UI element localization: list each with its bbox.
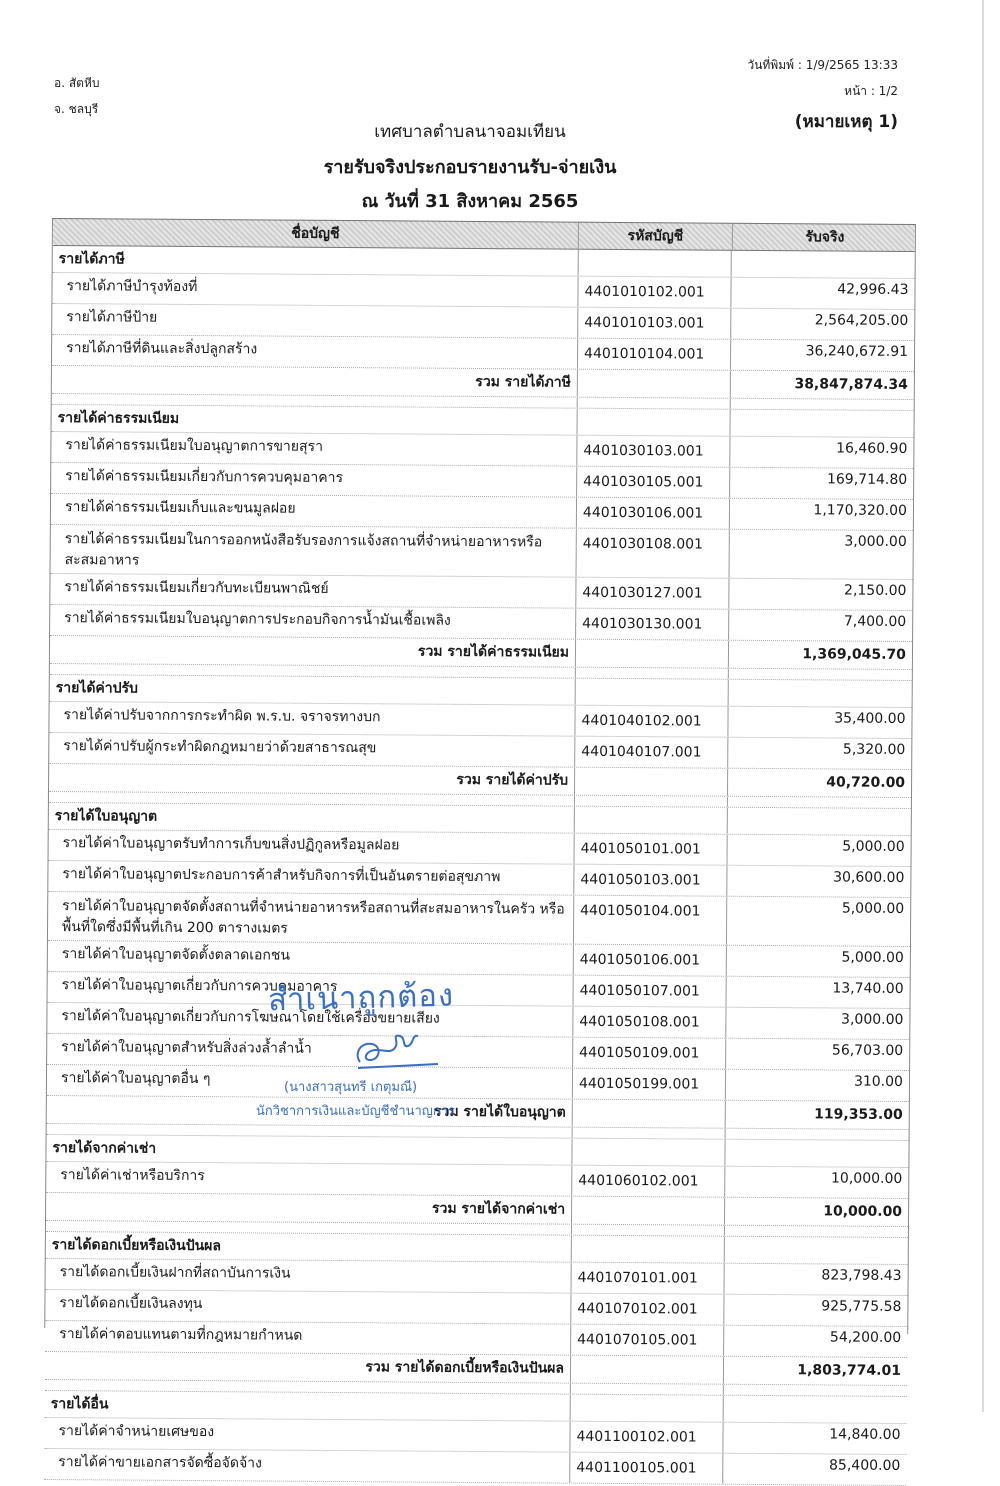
account-name-cell: รวม รายได้ค่าธรรมเนียม: [417, 643, 570, 661]
table-row: [51, 525, 913, 580]
account-name-cell: รายได้ค่าใบอนุญาตเกี่ยวกับการโฆษณาโดยใช้เครื่องขยายเสียง: [61, 1008, 440, 1027]
report-date: ณ วันที่ 31 สิงหาคม 2565: [361, 191, 579, 212]
revenue-table: [44, 218, 916, 1477]
account-name-cell: รวม รายได้ภาษี: [475, 373, 571, 391]
signatory-position: นักวิชาการเงินและบัญชีชำนาญการ: [256, 1104, 456, 1119]
amount-cell: 10,000.00: [724, 1167, 908, 1198]
account-code-cell: 4401030103.001: [576, 436, 729, 467]
account-code-cell: 4401070101.001: [571, 1263, 724, 1294]
certified-copy-stamp: สำเนาถูกต้อง: [267, 977, 455, 1019]
account-name-cell: รายได้ค่าใบอนุญาตจัดตั้งสถานที่จำหน่ายอาหารหรือสถานที่สะสมอาหารในครัว หรือพื้นที่ใดซึ่งมีพื้นที่เกิน 200 ตารางเมตร: [61, 898, 565, 937]
amount-cell: [728, 680, 912, 707]
amount-cell: 10,000.00: [724, 1198, 908, 1226]
amount-cell: 5,000.00: [726, 946, 910, 977]
account-code-cell: 4401050104.001: [573, 896, 726, 945]
amount-cell: 1,170,320.00: [729, 499, 913, 530]
amount-cell: 13,740.00: [726, 977, 910, 1008]
account-code-cell: 4401040102.001: [574, 706, 727, 737]
account-name-cell: รายได้ค่าเช่าหรือบริการ: [60, 1167, 205, 1185]
amount-cell: [731, 251, 915, 278]
amount-cell: 3,000.00: [729, 530, 913, 579]
account-code-cell: [574, 807, 727, 834]
amount-cell: 85,400.00: [722, 1454, 906, 1485]
amount-cell: 5,320.00: [727, 738, 911, 769]
amount-cell: 36,240,672.91: [730, 340, 914, 371]
empty-cell: [724, 1226, 908, 1237]
amount-cell: [727, 808, 911, 835]
amount-cell: 310.00: [725, 1070, 909, 1101]
account-code-cell: 4401030106.001: [576, 498, 729, 529]
amount-cell: 35,400.00: [727, 707, 911, 738]
account-code-cell: [571, 1139, 724, 1166]
report-title: รายรับจริงประกอบรายงานรับ-จ่ายเงิน: [323, 157, 617, 178]
account-name-cell: รายได้ค่าใบอนุญาตประกอบการค้าสำหรับกิจการที่เป็นอันตรายต่อสุขภาพ: [62, 866, 501, 886]
column-header-code: รหัสบัญชี: [578, 223, 732, 250]
account-name-cell: รายได้ค่าปรับจากการกระทำผิด พ.ร.บ. จราจรทางบก: [63, 707, 381, 726]
account-code-cell: 4401050106.001: [573, 945, 726, 976]
empty-cell: [577, 398, 730, 409]
empty-cell: [725, 1129, 909, 1140]
amount-cell: 3,000.00: [725, 1008, 909, 1039]
amount-cell: 119,353.00: [725, 1101, 909, 1129]
amount-cell: 1,369,045.70: [728, 641, 912, 669]
amount-cell: 5,000.00: [727, 835, 911, 866]
account-code-cell: 4401030127.001: [575, 578, 728, 609]
account-code-cell: 4401030105.001: [576, 467, 729, 498]
account-code-cell: 4401010104.001: [577, 339, 730, 370]
account-name-cell: รายได้ค่าจำหน่ายเศษของ: [58, 1423, 215, 1441]
account-code-cell: 4401070105.001: [570, 1325, 723, 1356]
account-code-cell: [571, 1236, 724, 1263]
empty-cell: [574, 796, 727, 807]
signature-mark: [352, 1024, 442, 1074]
account-code-cell: 4401050109.001: [572, 1038, 725, 1069]
amount-cell: 38,847,874.34: [730, 371, 914, 399]
account-name-cell: รวม รายได้ค่าปรับ: [456, 771, 569, 789]
account-name-cell: รายได้ค่าธรรมเนียมเก็บและขนมูลฝอย: [64, 499, 296, 517]
account-name-cell: รายได้ภาษีป้าย: [66, 309, 158, 326]
amount-cell: 7,400.00: [728, 610, 912, 641]
amount-cell: [729, 410, 913, 437]
account-code-cell: 4401050101.001: [574, 834, 727, 865]
account-code-cell: 4401050199.001: [572, 1069, 725, 1100]
account-code-cell: [575, 679, 728, 706]
amount-cell: 169,714.80: [729, 468, 913, 499]
account-code-cell: 4401040107.001: [574, 737, 727, 768]
account-name-cell: รายได้ค่าขายเอกสารจัดซื้อจัดจ้าง: [58, 1454, 262, 1472]
account-code-cell: 4401060102.001: [571, 1166, 724, 1197]
account-name-cell: รายได้ค่าธรรมเนียมเกี่ยวกับการควบคุมอาคาร: [65, 468, 344, 487]
account-code-cell: [577, 409, 730, 436]
account-name-cell: รายได้ดอกเบี้ยเงินฝากที่สถาบันการเงิน: [59, 1264, 291, 1282]
account-code-cell: 4401010103.001: [577, 308, 730, 339]
account-name-cell: รายได้จากค่าเช่า: [52, 1140, 157, 1157]
province-label: จ. ชลบุรี: [54, 102, 99, 116]
amount-cell: 1,803,774.01: [723, 1357, 907, 1385]
note-label: (หมายเหตุ 1): [794, 112, 898, 132]
account-name-cell: รายได้อื่น: [50, 1396, 109, 1413]
account-name-cell: รายได้ภาษีบำรุงท้องที่: [66, 278, 198, 296]
account-name-cell: รายได้ค่าธรรมเนียมในการออกหนังสือรับรองการแจ้งสถานที่จำหน่ายอาหารหรือสะสมอาหาร: [64, 531, 543, 569]
amount-cell: 925,775.58: [723, 1295, 907, 1326]
table-row: [44, 1449, 906, 1486]
empty-cell: [575, 668, 728, 679]
amount-cell: [723, 1396, 907, 1423]
account-code-cell: 4401100102.001: [569, 1422, 722, 1453]
account-name-cell: รายได้ค่าธรรมเนียมใบอนุญาตการประกอบกิจการน้ำมันเชื้อเพลิง: [64, 610, 451, 629]
account-code-cell: 4401070102.001: [570, 1294, 723, 1325]
amount-cell: 16,460.90: [729, 437, 913, 468]
account-name-cell: รายได้ค่าใบอนุญาตจัดตั้งตลาดเอกชน: [61, 946, 291, 964]
account-code-cell: 4401050107.001: [573, 976, 726, 1007]
account-name-cell: รายได้ดอกเบี้ยเงินลงทุน: [59, 1295, 203, 1313]
account-code-cell: 4401030130.001: [575, 609, 728, 640]
account-code-cell: 4401010102.001: [577, 277, 730, 308]
account-code-cell: [570, 1356, 723, 1384]
amount-cell: 56,703.00: [725, 1039, 909, 1070]
account-name-cell: รายได้ค่าปรับผู้กระทำผิดกฎหมายว่าด้วยสาธารณสุข: [63, 738, 377, 757]
amount-cell: [724, 1140, 908, 1167]
empty-cell: [570, 1384, 723, 1395]
account-name-cell: รายได้ค่าธรรมเนียมใบอนุญาตการขายสุรา: [65, 437, 324, 455]
amount-cell: 30,600.00: [726, 866, 910, 897]
print-date: วันที่พิมพ์ : 1/9/2565 13:33: [747, 58, 898, 72]
account-name-cell: รายได้ค่าธรรมเนียม: [57, 410, 180, 427]
table-row: [48, 892, 910, 947]
account-name-cell: รายได้ภาษี: [58, 251, 125, 268]
empty-cell: [727, 797, 911, 808]
amount-cell: 823,798.43: [724, 1264, 908, 1295]
amount-cell: [724, 1237, 908, 1264]
account-code-cell: [577, 370, 730, 398]
account-code-cell: 4401050103.001: [573, 865, 726, 896]
table-body: [44, 246, 915, 1486]
account-name-cell: รายได้ค่าใบอนุญาตเกี่ยวกับการควบคุมอาคาร: [61, 977, 338, 996]
amount-cell: 5,000.00: [726, 897, 910, 946]
account-name-cell: รายได้ดอกเบี้ยหรือเงินปันผล: [51, 1237, 222, 1255]
account-code-cell: 4401050108.001: [572, 1007, 725, 1038]
account-code-cell: [572, 1100, 725, 1128]
account-name-cell: รายได้ค่าใบอนุญาตสำหรับสิ่งล่วงล้ำลำน้ำ: [61, 1039, 312, 1057]
account-name-cell: รวม รายได้ดอกเบี้ยหรือเงินปันผล: [365, 1359, 565, 1377]
account-name-cell: รายได้ค่าปรับ: [55, 680, 139, 697]
account-code-cell: 4401030108.001: [576, 529, 729, 578]
district-label: อ. สัตหีบ: [54, 76, 100, 90]
account-name-cell: รายได้ใบอนุญาต: [54, 808, 158, 825]
amount-cell: 2,564,205.00: [730, 309, 914, 340]
account-name-cell: รายได้ค่าธรรมเนียมเกี่ยวกับทะเบียนพาณิชย์: [64, 579, 329, 597]
account-code-cell: [574, 768, 727, 796]
account-name-cell: รวม รายได้จากค่าเช่า: [431, 1200, 566, 1218]
amount-cell: 14,840.00: [722, 1423, 906, 1454]
account-code-cell: [571, 1197, 724, 1225]
empty-cell: [728, 669, 912, 680]
account-code-cell: [578, 250, 731, 277]
account-name-cell: รายได้ค่าใบอนุญาตอื่น ๆ: [60, 1070, 211, 1088]
page-number: หน้า : 1/2: [844, 84, 898, 98]
amount-cell: 2,150.00: [728, 579, 912, 610]
amount-cell: 54,200.00: [723, 1326, 907, 1357]
account-code-cell: [575, 640, 728, 668]
account-name-cell: รวม รายได้ใบอนุญาต: [433, 1103, 566, 1121]
empty-cell: [572, 1128, 725, 1139]
empty-cell: [571, 1225, 724, 1236]
organization-title: เทศบาลตำบลนาจอมเทียน: [374, 122, 566, 142]
empty-cell: [730, 399, 914, 410]
amount-cell: 40,720.00: [727, 769, 911, 797]
scan-edge-line: [982, 0, 984, 1412]
account-name-cell: รายได้ค่าใบอนุญาตรับทำการเก็บขนสิ่งปฏิกูลหรือมูลฝอย: [62, 835, 400, 854]
empty-cell: [723, 1385, 907, 1396]
column-header-name: ชื่อบัญชี: [291, 225, 340, 243]
column-header-amount: รับจริง: [732, 224, 917, 251]
signatory-name: (นางสาวสุนทรี เกตุมณี): [284, 1080, 418, 1095]
account-name-cell: รายได้ภาษีที่ดินและสิ่งปลูกสร้าง: [66, 340, 258, 358]
account-code-cell: 4401100105.001: [569, 1453, 722, 1484]
amount-cell: 42,996.43: [730, 278, 914, 309]
account-code-cell: [570, 1395, 723, 1422]
account-name-cell: รายได้ค่าตอบแทนตามที่กฎหมายกำหนด: [59, 1326, 303, 1344]
